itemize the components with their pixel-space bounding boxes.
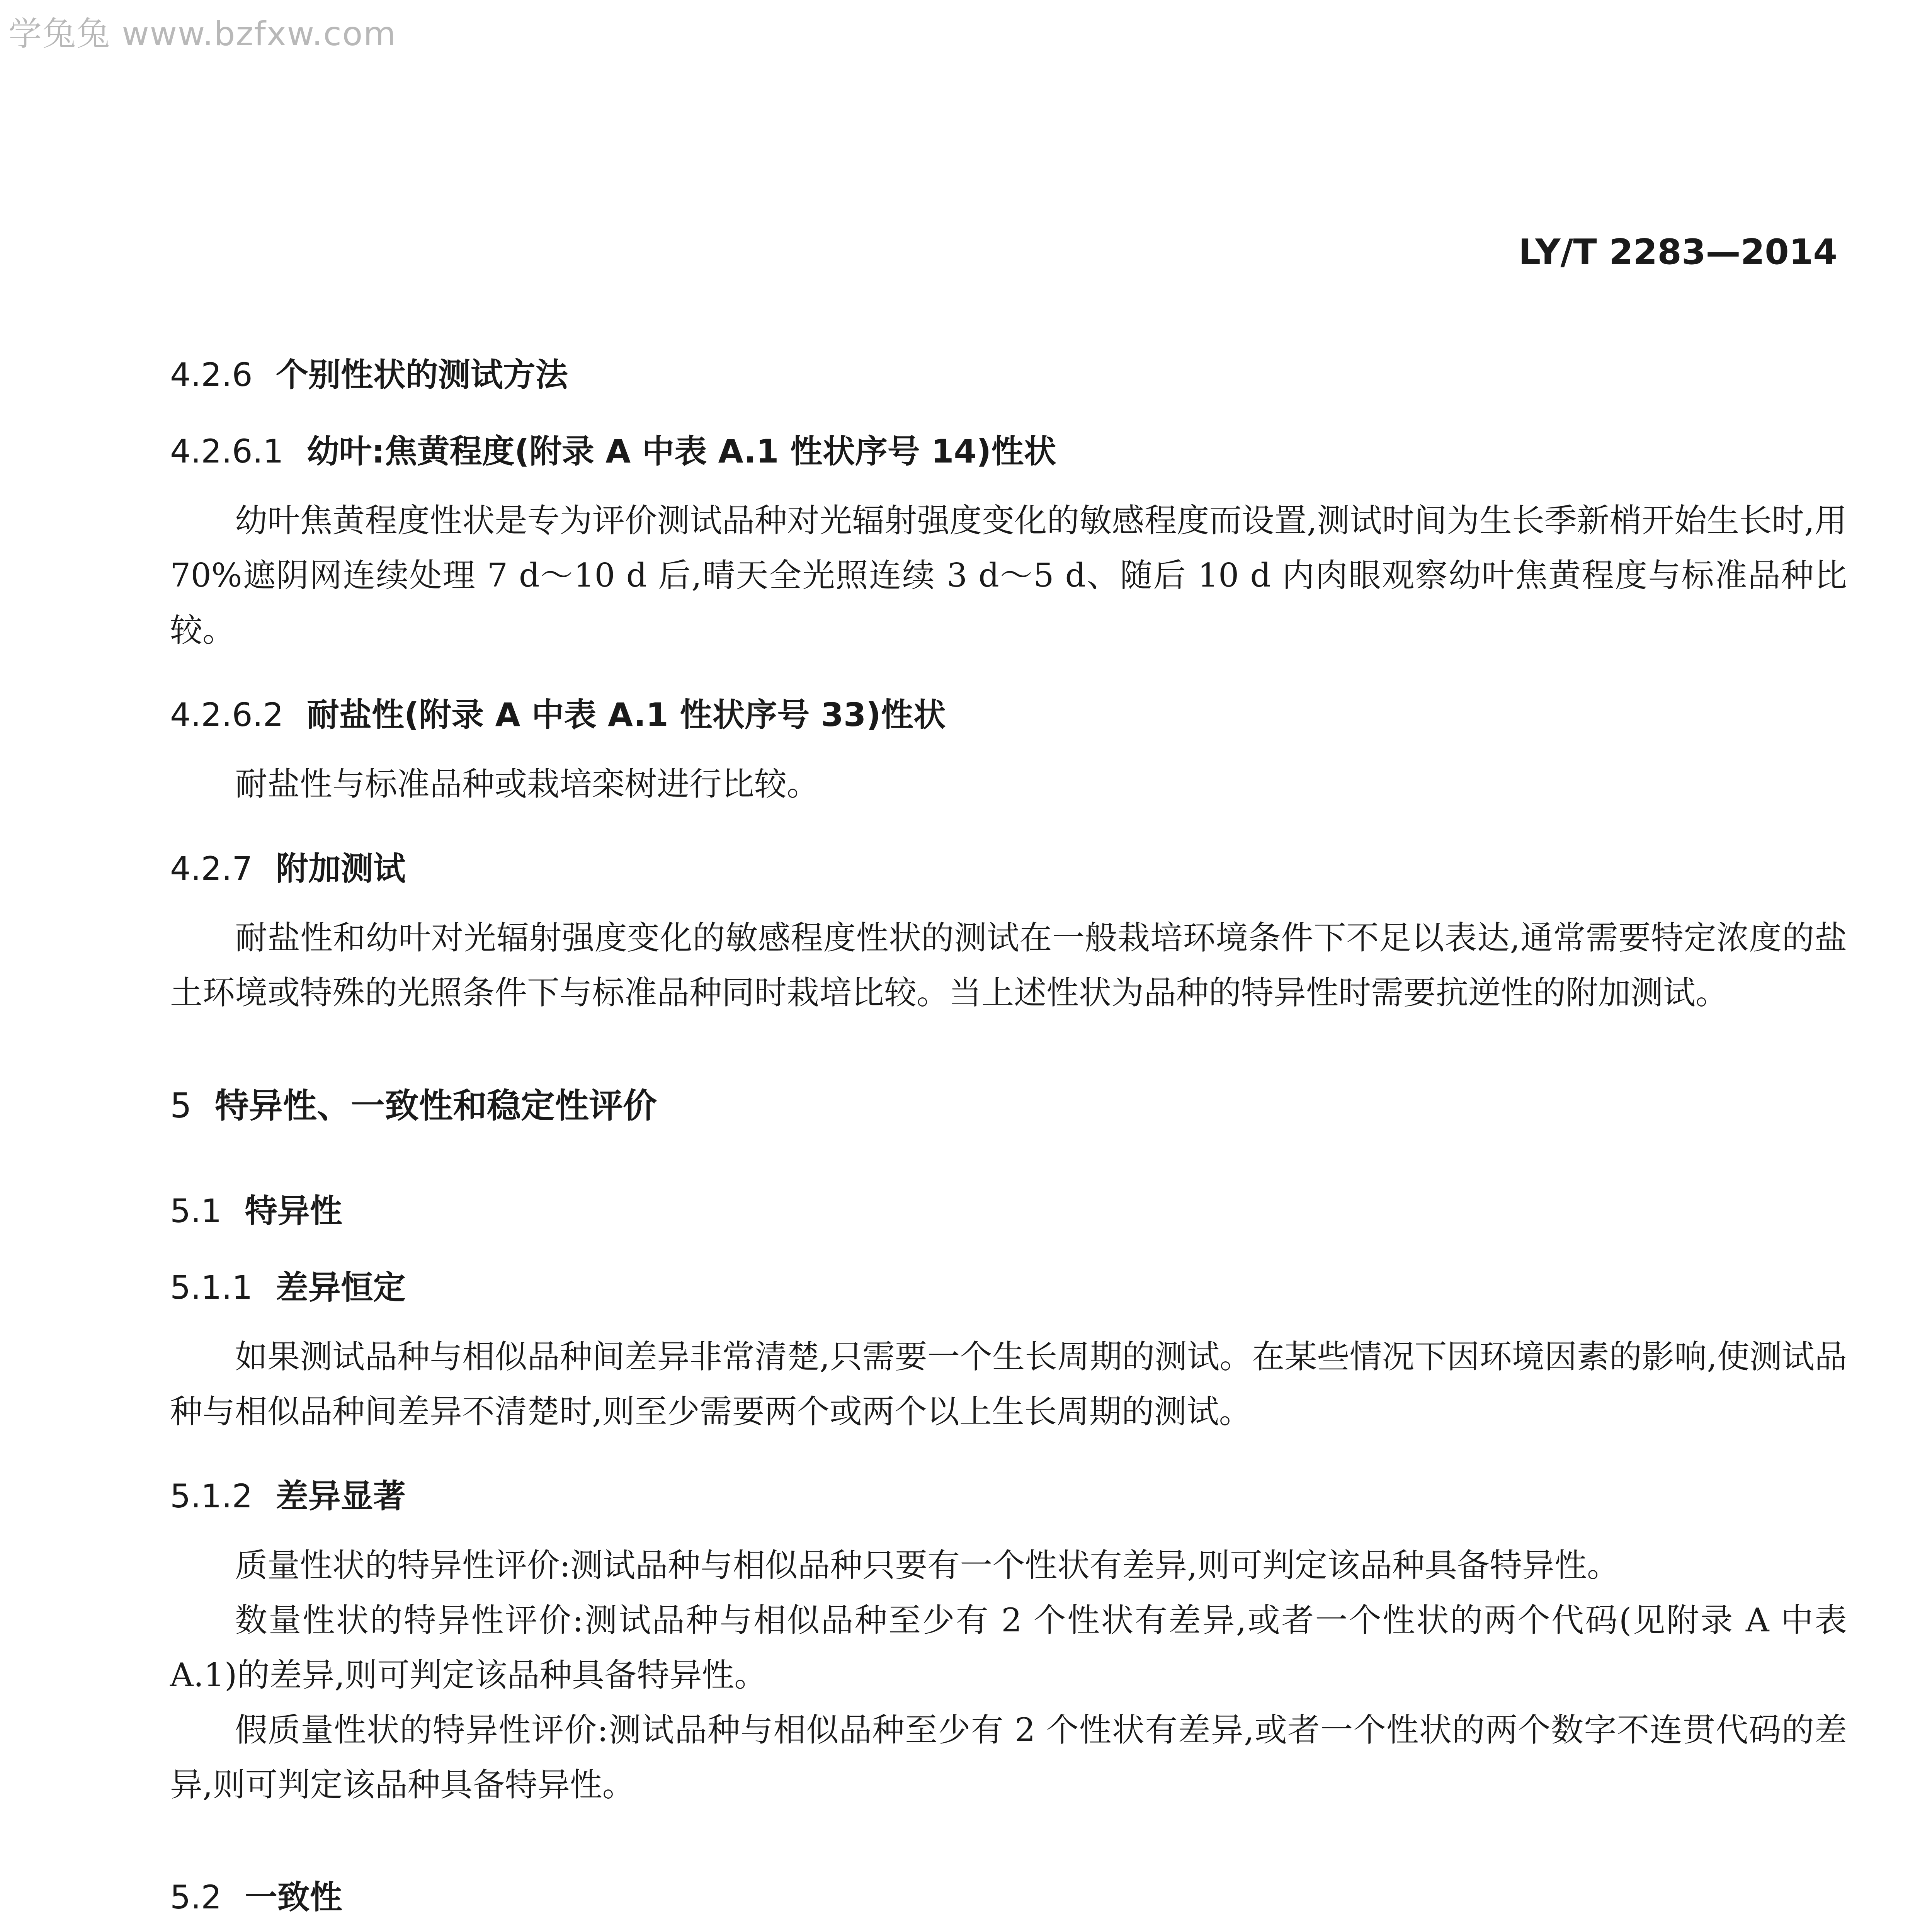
- section-heading: [170, 355, 1847, 394]
- section-heading: [170, 1878, 1847, 1917]
- section-title: 附加测试: [276, 850, 406, 888]
- standard-code: LY/T 2283—2014: [1518, 232, 1837, 272]
- section-number: 4.2.7: [170, 850, 253, 888]
- section-heading: [170, 849, 1847, 888]
- section-title: 差异恒定: [276, 1269, 406, 1306]
- section-title: 特异性: [245, 1192, 342, 1230]
- section-title: 一致性: [245, 1878, 342, 1916]
- paragraph: 质量性状的特异性评价:测试品种与相似品种只要有一个性状有差异,则可判定该品种具备特异性。: [235, 1546, 1620, 1584]
- document-body: [170, 355, 1847, 1932]
- section-title: 特异性、一致性和稳定性评价: [215, 1086, 657, 1126]
- section-number: 4.2.6.2: [170, 696, 284, 734]
- section-heading: [170, 1086, 1847, 1126]
- section-number: 4.2.6: [170, 356, 253, 394]
- section-number: 5.1.2: [170, 1477, 253, 1515]
- section-number: 4.2.6.1: [170, 432, 284, 470]
- section-title: 幼叶:焦黄程度(附录 A 中表 A.1 性状序号 14)性状: [306, 432, 1056, 470]
- paragraph: 耐盐性和幼叶对光辐射强度变化的敏感程度性状的测试在一般栽培环境条件下不足以表达,通常需要特定浓度的盐土环境或特殊的光照条件下与标准品种同时栽培比较。当上述性状为品种的特异性时需要抗逆性的附加测试。: [170, 919, 1847, 1012]
- section-heading: [170, 696, 1847, 734]
- section-heading: [170, 432, 1847, 471]
- paragraph: 假质量性状的特异性评价:测试品种与相似品种至少有 2 个性状有差异,或者一个性状的两个数字不连贯代码的差异,则可判定该品种具备特异性。: [170, 1711, 1847, 1804]
- section-number: 5: [170, 1086, 192, 1126]
- section-number: 5.2: [170, 1878, 222, 1916]
- section-title: 差异显著: [276, 1477, 406, 1515]
- section-title: 个别性状的测试方法: [276, 356, 568, 394]
- paragraph: 如果测试品种与相似品种间差异非常清楚,只需要一个生长周期的测试。在某些情况下因环境因素的影响,使测试品种与相似品种间差异不清楚时,则至少需要两个或两个以上生长周期的测试。: [170, 1338, 1847, 1430]
- section-number: 5.1: [170, 1192, 222, 1230]
- paragraph: 幼叶焦黄程度性状是专为评价测试品种对光辐射强度变化的敏感程度而设置,测试时间为生长季新梢开始生长时,用 70%遮阴网连续处理 7 d～10 d 后,晴天全光照连续 3 d～5 d、随后 10 d 内肉眼观察幼叶焦黄程度与标准品种比较。: [170, 502, 1847, 649]
- watermark: 学兔兔 www.bzfxw.com: [9, 15, 397, 53]
- paragraph: 耐盐性与标准品种或栽培栾树进行比较。: [235, 765, 820, 803]
- section-heading: [170, 1192, 1847, 1230]
- section-title: 耐盐性(附录 A 中表 A.1 性状序号 33)性状: [306, 696, 946, 734]
- paragraph: 数量性状的特异性评价:测试品种与相似品种至少有 2 个性状有差异,或者一个性状的两个代码(见附录 A 中表 A.1)的差异,则可判定该品种具备特异性。: [170, 1601, 1847, 1694]
- section-number: 5.1.1: [170, 1269, 253, 1306]
- section-heading: [170, 1477, 1847, 1515]
- section-heading: [170, 1268, 1847, 1307]
